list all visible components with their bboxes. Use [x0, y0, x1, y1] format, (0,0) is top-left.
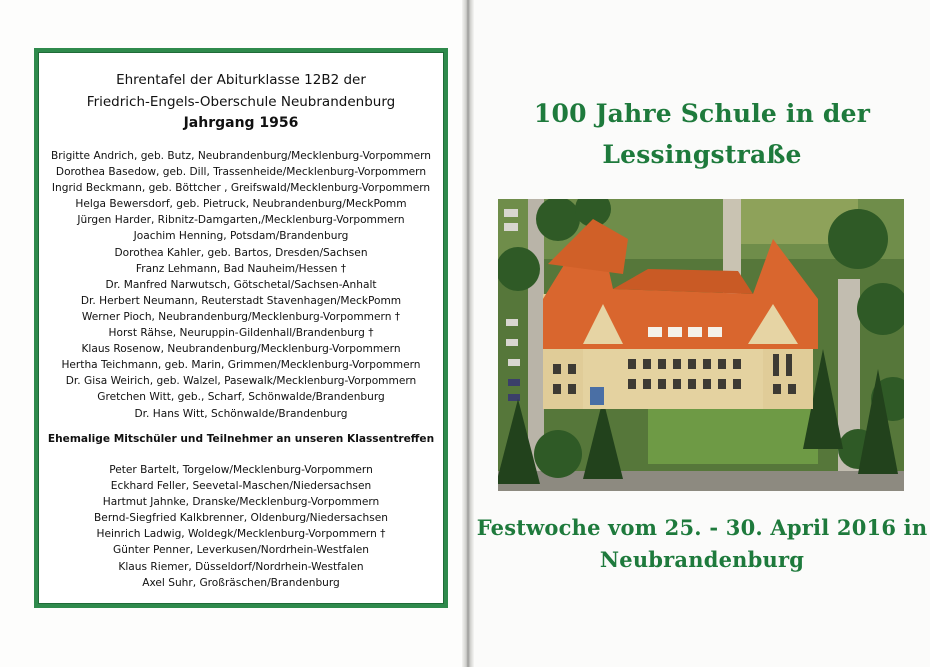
list-item: Ingrid Beckmann, geb. Böttcher , Greifswald/Mecklenburg-Vorpommern: [51, 182, 431, 195]
festival-week-title: Festwoche vom 25. - 30. April 2016 in: [476, 515, 928, 540]
former-classmates-heading: Ehemalige Mitschüler und Teilnehmer an unseren Klassentreffen: [47, 433, 435, 445]
list-item: Eckhard Feller, Seevetal-Maschen/Niedersachsen: [110, 480, 372, 493]
list-item: Peter Bartelt, Torgelow/Mecklenburg-Vorpommern: [109, 464, 373, 476]
list-item: Hertha Teichmann, geb. Marin, Grimmen/Mecklenburg-Vorpommern: [61, 359, 421, 372]
list-item: Brigitte Andrich, geb. Butz, Neubrandenburg/Mecklenburg-Vorpommern: [51, 150, 431, 162]
list-item: Franz Lehmann, Bad Nauheim/Hessen †: [135, 262, 347, 275]
honor-roll-frame: [34, 48, 448, 608]
list-item: Horst Rähse, Neuruppin-Gildenhall/Brandenburg †: [108, 327, 374, 340]
school-aerial-photo: [498, 199, 904, 491]
member-list: [38, 148, 444, 422]
city-title: Neubrandenburg: [599, 547, 805, 572]
list-item: Günter Penner, Leverkusen/Nordrhein-Westfalen: [112, 544, 369, 557]
list-item: Axel Suhr, Großräschen/Brandenburg: [142, 576, 340, 589]
list-item: Gretchen Witt, geb., Scharf, Schönwalde/Brandenburg: [97, 391, 385, 404]
school-name: Friedrich-Engels-Oberschule Neubrandenburg: [86, 94, 396, 110]
list-item: Dr. Herbert Neumann, Reuterstadt Stavenhagen/MeckPomm: [80, 294, 402, 307]
list-item: Bernd-Siegfried Kalkbrenner, Oldenburg/Niedersachsen: [94, 512, 388, 525]
former-classmates-list: [38, 462, 444, 591]
aerial-illustration: [498, 199, 904, 491]
honor-roll-title: Ehrentafel der Abiturklasse 12B2 der: [116, 72, 366, 88]
list-item: Dorothea Basedow, geb. Dill, Trassenheide/Mecklenburg-Vorpommern: [55, 166, 427, 179]
list-item: Dorothea Kahler, geb. Bartos, Dresden/Sachsen: [114, 246, 368, 259]
list-item: Helga Bewersdorf, geb. Pietruck, Neubrandenburg/MeckPomm: [75, 198, 407, 211]
list-item: Hartmut Jahnke, Dranske/Mecklenburg-Vorpommern: [102, 496, 380, 509]
list-item: Jürgen Harder, Ribnitz-Damgarten,/Mecklenburg-Vorpommern: [77, 214, 405, 227]
list-item: Dr. Hans Witt, Schönwalde/Brandenburg: [134, 407, 348, 420]
list-item: Klaus Rosenow, Neubrandenburg/Mecklenburg-Vorpommern: [81, 343, 401, 356]
list-item: Dr. Gisa Weirich, geb. Walzel, Pasewalk/Mecklenburg-Vorpommern: [65, 375, 417, 388]
list-item: Heinrich Ladwig, Woldegk/Mecklenburg-Vorpommern †: [96, 528, 386, 541]
page-fold: [462, 0, 474, 667]
honor-roll-content: [38, 52, 444, 604]
list-item: Klaus Riemer, Düsseldorf/Nordrhein-Westfalen: [118, 560, 364, 573]
class-year: Jahrgang 1956: [183, 115, 299, 131]
street-title: Lessingstraße: [602, 140, 802, 169]
anniversary-title: 100 Jahre Schule in der: [533, 99, 871, 128]
list-item: Werner Pioch, Neubrandenburg/Mecklenburg-Vorpommern †: [81, 310, 401, 323]
list-item: Dr. Manfred Narwutsch, Götschetal/Sachsen-Anhalt: [105, 278, 377, 291]
list-item: Joachim Henning, Potsdam/Brandenburg: [133, 230, 349, 243]
